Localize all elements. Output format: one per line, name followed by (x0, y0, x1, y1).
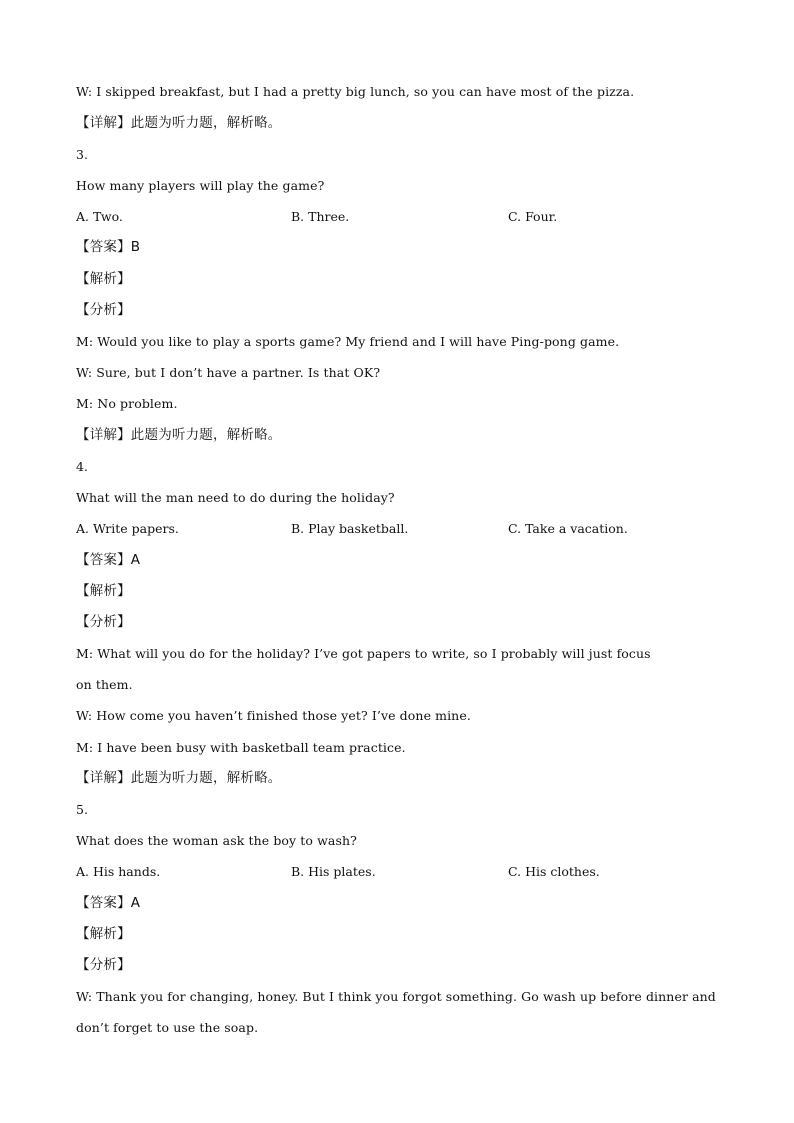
q5-question: What does the woman ask the boy to wash? (76, 833, 357, 848)
q4-option-c: C. Take a vacation. (508, 521, 628, 536)
q3-fenxi-label: 【分析】 (76, 302, 131, 318)
q5-option-a: A. His hands. (76, 864, 161, 879)
q2-dialogue-line: W: I skipped breakfast, but I had a pretty big lunch, so you can have most of the pizza. (76, 84, 635, 99)
q5-dialogue-line: don’t forget to use the soap. (76, 1020, 259, 1035)
q5-analysis-label: 【解析】 (76, 926, 131, 942)
q5-fenxi-label: 【分析】 (76, 957, 131, 973)
q4-dialogue-line: W: How come you haven’t finished those yet? I’ve done mine. (76, 708, 471, 723)
q3-number: 3. (76, 147, 89, 162)
q3-dialogue-line: W: Sure, but I don’t have a partner. Is that OK? (76, 365, 381, 380)
q5-dialogue-line: W: Thank you for changing, honey. But I think you forgot something. Go wash up before dinner and (76, 989, 716, 1004)
q4-answer: 【答案】A (76, 552, 141, 568)
q4-detail: 【详解】此题为听力题，解析略。 (76, 770, 282, 786)
q4-fenxi-label: 【分析】 (76, 614, 131, 630)
q3-option-b: B. Three. (291, 209, 350, 224)
q3-analysis-label: 【解析】 (76, 271, 131, 287)
q4-analysis-label: 【解析】 (76, 583, 131, 599)
q4-dialogue-line: on them. (76, 677, 133, 692)
q5-option-c: C. His clothes. (508, 864, 600, 879)
q3-answer: 【答案】B (76, 239, 141, 255)
q4-question: What will the man need to do during the holiday? (76, 490, 395, 505)
q3-option-c: C. Four. (508, 209, 558, 224)
q4-option-a: A. Write papers. (76, 521, 179, 536)
q3-option-a: A. Two. (76, 209, 123, 224)
q3-dialogue-line: M: No problem. (76, 396, 178, 411)
q5-option-b: B. His plates. (291, 864, 376, 879)
q4-dialogue-line: M: I have been busy with basketball team practice. (76, 740, 406, 755)
q3-question: How many players will play the game? (76, 178, 325, 193)
q4-option-b: B. Play basketball. (291, 521, 409, 536)
q5-answer: 【答案】A (76, 895, 141, 911)
q3-detail: 【详解】此题为听力题，解析略。 (76, 427, 282, 443)
q5-number: 5. (76, 802, 89, 817)
q4-number: 4. (76, 459, 89, 474)
q3-dialogue-line: M: Would you like to play a sports game? My friend and I will have Ping-pong game. (76, 334, 620, 349)
q4-dialogue-line: M: What will you do for the holiday? I’ve got papers to write, so I probably will just focus (76, 646, 651, 661)
q2-detail: 【详解】此题为听力题，解析略。 (76, 115, 282, 131)
